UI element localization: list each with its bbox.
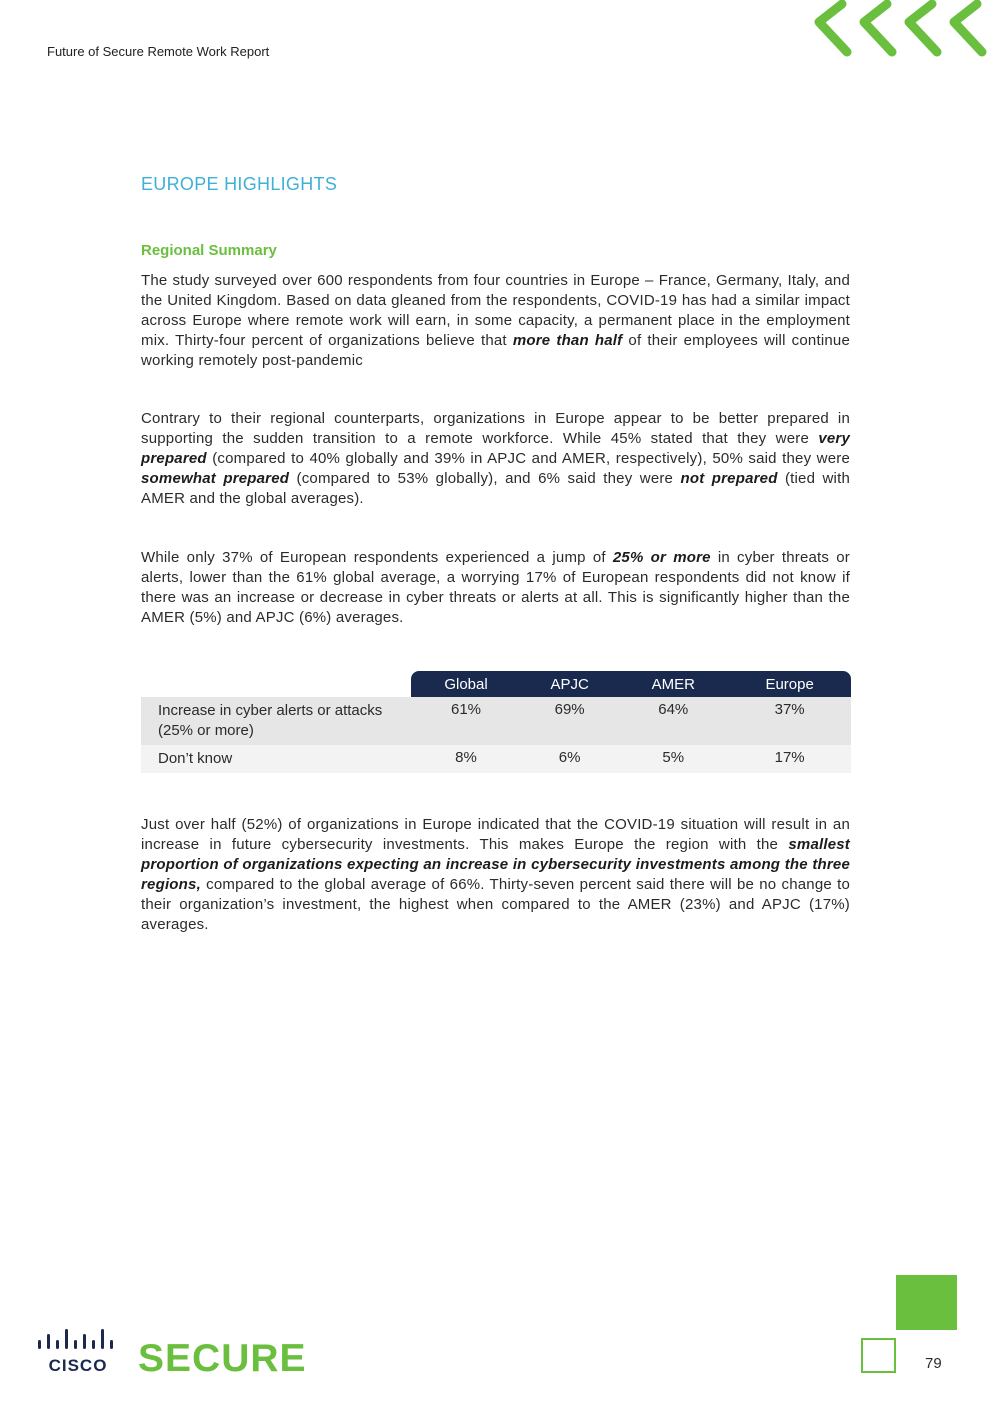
- table-header-row: [141, 671, 851, 697]
- table-header-apjc: APJC: [521, 671, 618, 697]
- cisco-logo-icon: [37, 1328, 119, 1374]
- cell-europe: 17%: [728, 745, 851, 773]
- cell-amer: 64%: [618, 697, 728, 745]
- report-title: Future of Secure Remote Work Report: [47, 44, 270, 59]
- table-header-amer: AMER: [618, 671, 728, 697]
- paragraph-preparedness: Contrary to their regional counterparts, organizations in Europe appear to be better prepared in supporting the sudden transition to a remote workforce. While 45% stated that they were very prepared (compared to 40% globally and 39% in APJC and AMER, respectively), 50% said they were somewhat prepared (compared to 53% globally), and 6% said they were not prepared (tied with AMER and the global averages).: [141, 410, 850, 507]
- cell-global: 61%: [411, 697, 521, 745]
- section-title: EUROPE HIGHLIGHTS: [141, 174, 338, 194]
- row-label: Increase in cyber alerts or attacks (25% or more): [141, 697, 411, 745]
- cell-global: 8%: [411, 745, 521, 773]
- cell-apjc: 6%: [521, 745, 618, 773]
- cell-apjc: 69%: [521, 697, 618, 745]
- table-header-europe: Europe: [728, 671, 851, 697]
- table-header-global: Global: [411, 671, 521, 697]
- svg-text:CISCO: CISCO: [48, 1356, 108, 1374]
- cyber-alerts-table: [141, 671, 851, 773]
- page-number: 79: [925, 1355, 942, 1372]
- cell-amer: 5%: [618, 745, 728, 773]
- table-row: [141, 745, 851, 773]
- subsection-title: Regional Summary: [141, 242, 277, 259]
- row-label: Don’t know: [141, 745, 411, 773]
- chevron-decoration-icon: [807, 0, 992, 60]
- table-header-blank: [141, 671, 411, 697]
- secure-brand-text: SECURE: [138, 1337, 307, 1380]
- paragraph-remote-work: The study surveyed over 600 respondents from four countries in Europe – France, Germany, Italy, and the United Kingdom. Based on data gleaned from the respondents, COVID-19 has had a similar impact across Europe where remote work will earn, in some capacity, a permanent place in the employment mix. Thirty-four percent of organizations believe that more than half of their employees will continue working remotely post-pandemic: [141, 272, 850, 369]
- green-square-decoration: [896, 1275, 957, 1330]
- paragraph-investments: Just over half (52%) of organizations in Europe indicated that the COVID-19 situation will result in an increase in future cybersecurity investments. This makes Europe the region with the smallest proportion of organizations expecting an increase in cybersecurity investments among the three regions, compared to the global average of 66%. Thirty-seven percent said there will be no change to their organization’s investment, the highest when compared to the AMER (23%) and APJC (17%) averages.: [141, 816, 850, 933]
- paragraph-cyber-threats: While only 37% of European respondents experienced a jump of 25% or more in cyber threats or alerts, lower than the 61% global average, a worrying 17% of European respondents did not know if there was an increase or decrease in cyber threats or alerts at all. This is significantly higher than the AMER (5%) and APJC (6%) averages.: [141, 549, 851, 626]
- outlined-square-decoration: [861, 1338, 896, 1373]
- cell-europe: 37%: [728, 697, 851, 745]
- table-row: [141, 697, 851, 745]
